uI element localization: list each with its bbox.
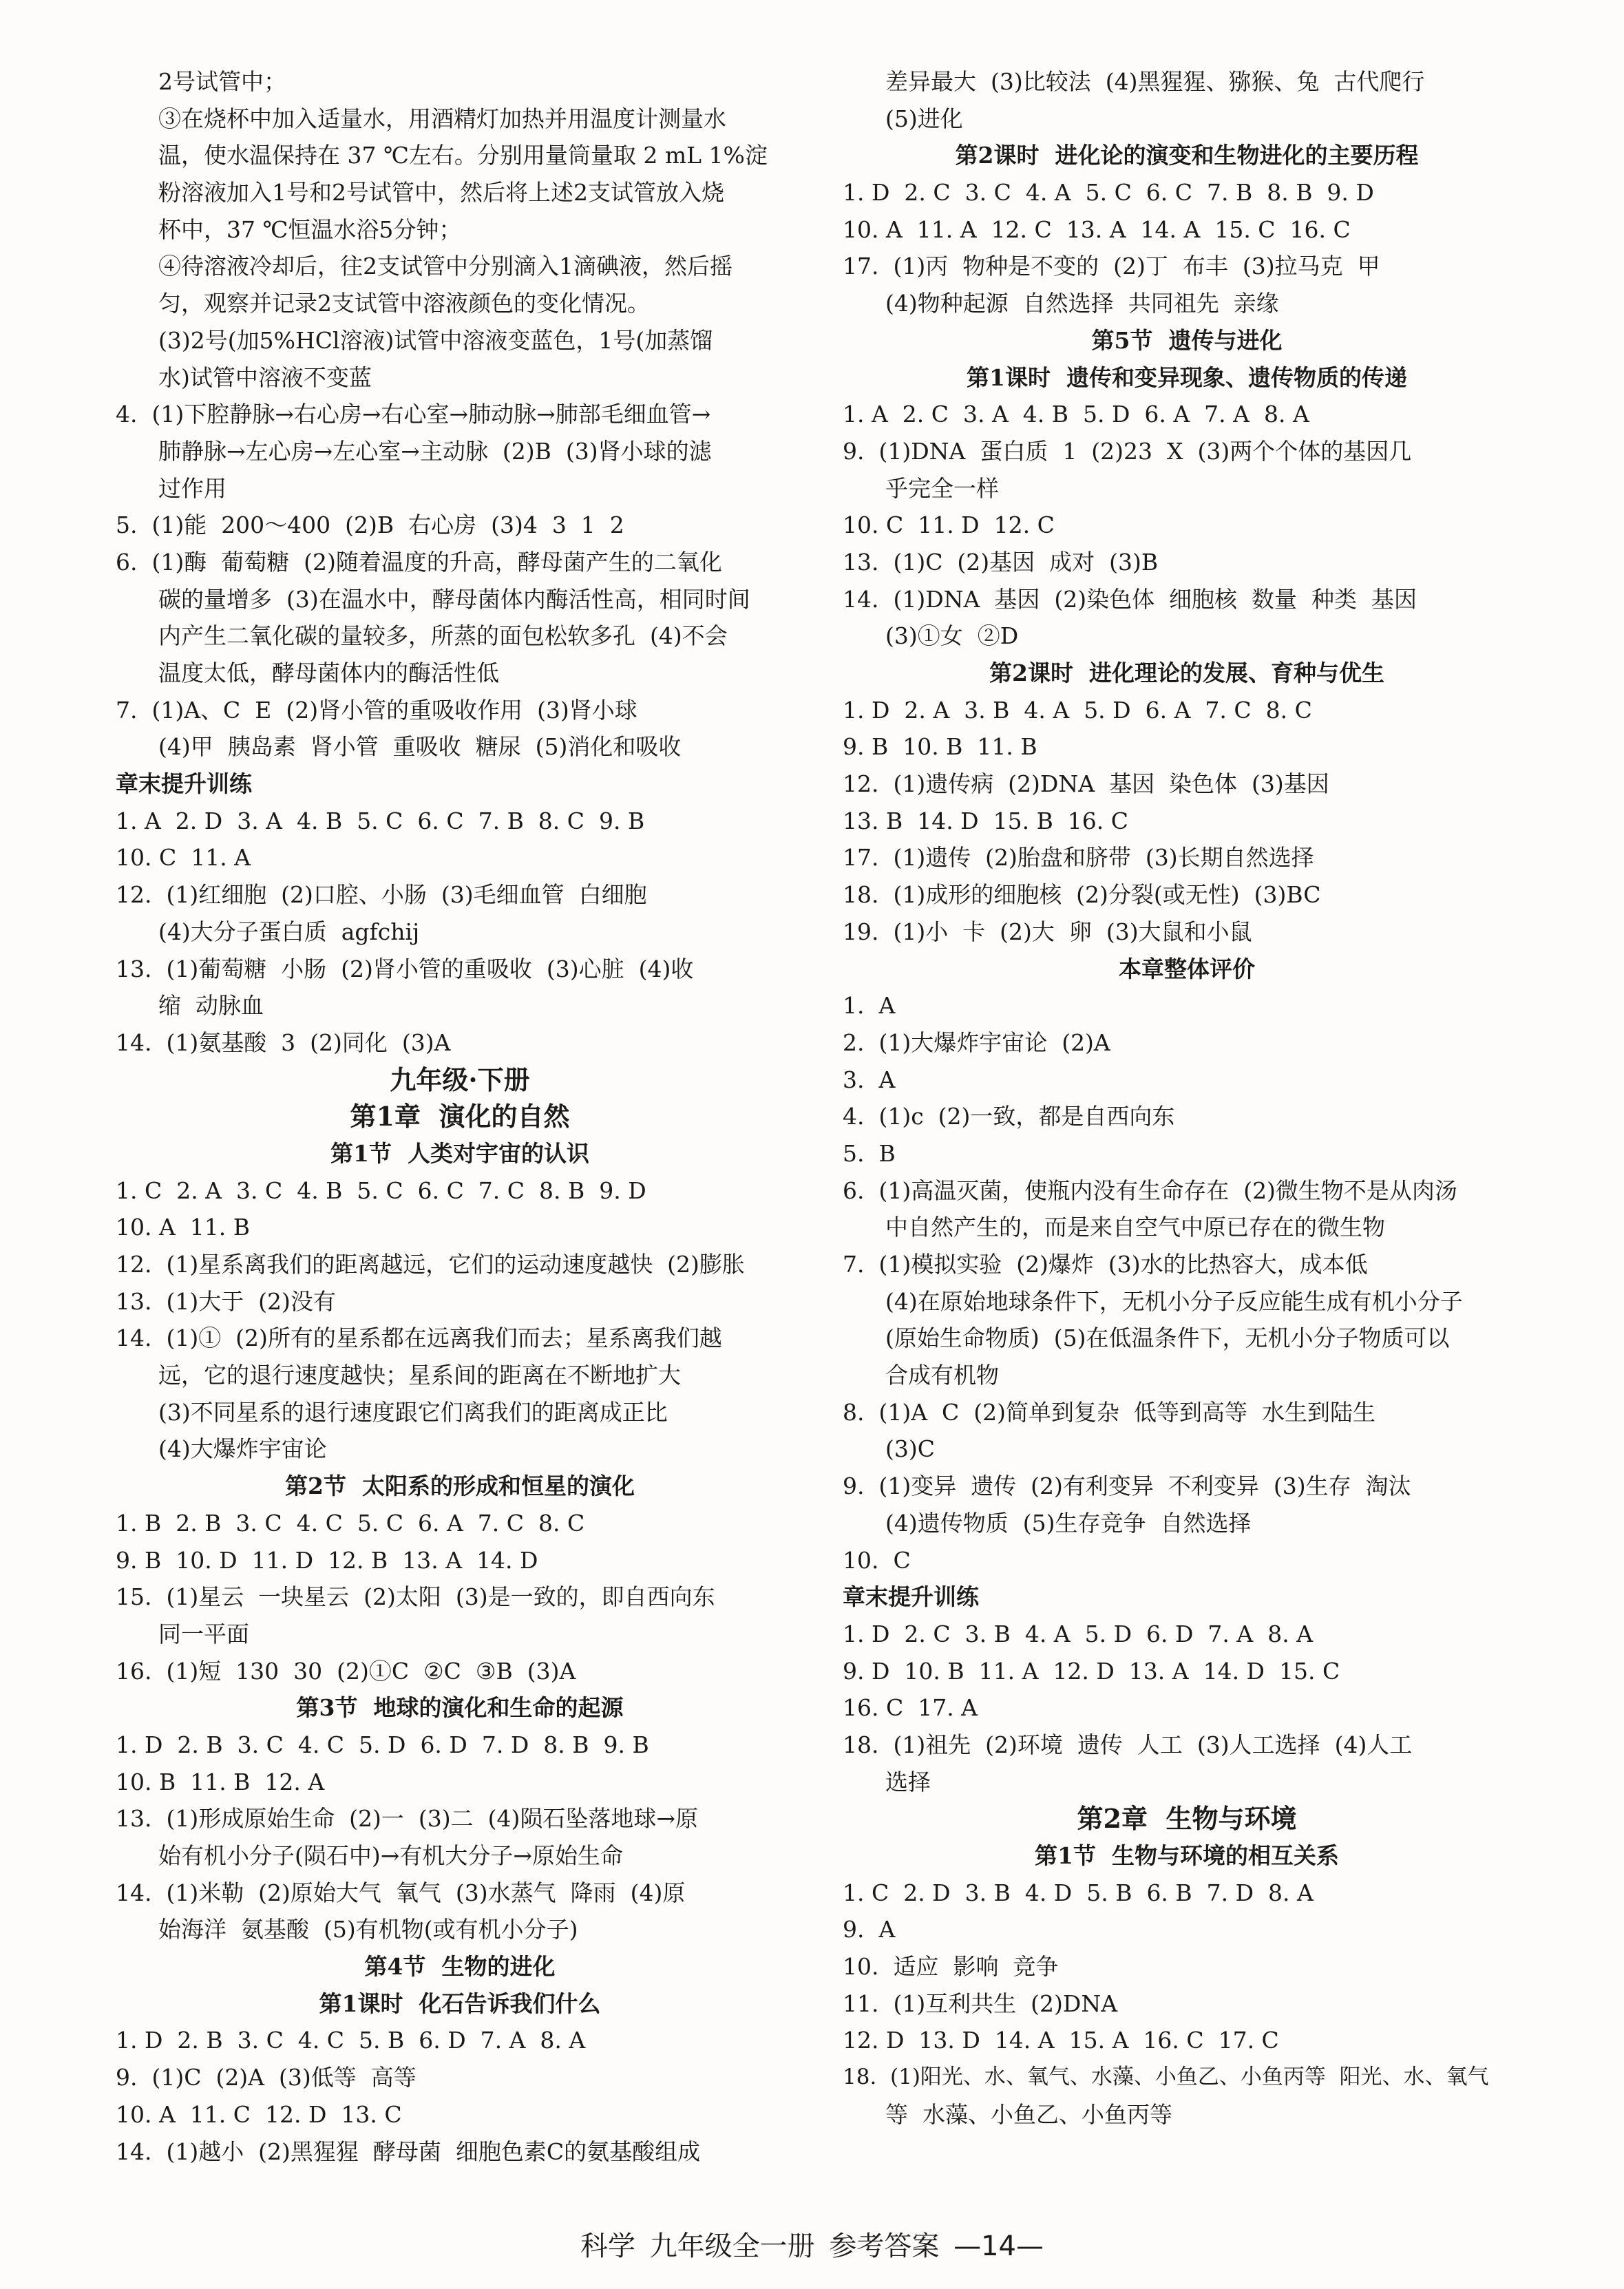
left-line: (3)2号(加5%HCl溶液)试管中溶液变蓝色，1号(加蒸馏 <box>158 326 713 354</box>
left-line: 13. (1)形成原始生命 (2)一 (3)二 (4)陨石坠落地球→原 <box>116 1805 699 1833</box>
right-line: 18. (1)祖先 (2)环境 遗传 人工 (3)人工选择 (4)人工 <box>843 1731 1413 1758</box>
left-line: 9. (1)C (2)A (3)低等 高等 <box>116 2064 416 2091</box>
right-line: 1. A 2. C 3. A 4. B 5. D 6. A 7. A 8. A <box>843 401 1309 428</box>
left-line: 4. (1)下腔静脉→右心房→右心室→肺动脉→肺部毛细血管→ <box>116 401 711 428</box>
left-line: 16. (1)短 130 30 (2)①C ②C ③B (3)A <box>116 1657 576 1685</box>
left-line: 14. (1)氨基酸 3 (2)同化 (3)A <box>116 1029 451 1056</box>
right-line: 13. B 14. D 15. B 16. C <box>843 807 1129 834</box>
left-line: 水)试管中溶液不变蓝 <box>158 363 372 391</box>
right-line: 第2章 生物与环境 <box>1077 1803 1297 1835</box>
left-line: 5. (1)能 200～400 (2)B 右心房 (3)4 3 1 2 <box>116 511 624 539</box>
left-line: 第1章 演化的自然 <box>350 1101 570 1132</box>
right-line: 差异最大 (3)比较法 (4)黑猩猩、猕猴、兔 古代爬行 <box>885 68 1425 95</box>
right-line: 8. (1)A C (2)简单到复杂 低等到高等 水生到陆生 <box>843 1398 1375 1426</box>
left-line: 始海洋 氨基酸 (5)有机物(或有机小分子) <box>158 1916 578 1943</box>
left-line: 第3节 地球的演化和生命的起源 <box>296 1694 624 1722</box>
right-line: 12. D 13. D 14. A 15. A 16. C 17. C <box>843 2027 1279 2054</box>
left-line: 15. (1)星云 一块星云 (2)太阳 (3)是一致的，即自西向东 <box>116 1583 715 1611</box>
left-line: 内产生二氧化碳的量较多，所蒸的面包松软多孔 (4)不会 <box>158 622 728 650</box>
right-line: 1. A <box>843 992 896 1020</box>
left-line: 温度太低，酵母菌体内的酶活性低 <box>158 660 499 686</box>
right-line: 19. (1)小 卡 (2)大 卵 (3)大鼠和小鼠 <box>843 918 1252 945</box>
right-line: (5)进化 <box>885 105 963 132</box>
left-line: 远，它的退行速度越快；星系间的距离在不断地扩大 <box>158 1362 681 1389</box>
left-line: 缩 动脉血 <box>158 992 264 1020</box>
left-line: 10. A 11. B <box>116 1214 251 1241</box>
left-line: 匀，观察并记录2支试管中溶液颜色的变化情况。 <box>158 290 650 317</box>
page-footer: 科学 九年级全一册 参考答案 —14— <box>580 2230 1044 2262</box>
left-line: 13. (1)葡萄糖 小肠 (2)肾小管的重吸收 (3)心脏 (4)收 <box>116 955 694 982</box>
left-line: 10. C 11. A <box>116 844 251 872</box>
left-line: 13. (1)大于 (2)没有 <box>116 1287 336 1315</box>
left-line: 2号试管中； <box>158 68 286 95</box>
left-line: 碳的量增多 (3)在温水中，酵母菌体内酶活性高，相同时间 <box>158 585 750 613</box>
right-line: 1. D 2. C 3. B 4. A 5. D 6. D 7. A 8. A <box>843 1620 1314 1647</box>
right-line: (3)①女 ②D <box>885 622 1019 650</box>
right-line: 9. (1)变异 遗传 (2)有利变异 不利变异 (3)生存 淘汰 <box>843 1473 1411 1500</box>
left-line: (3)不同星系的退行速度跟它们离我们的距离成正比 <box>158 1398 668 1426</box>
right-line: (4)在原始地球条件下，无机小分子反应能生成有机小分子 <box>885 1287 1463 1315</box>
left-line: 1. B 2. B 3. C 4. C 5. C 6. A 7. C 8. C <box>116 1509 585 1537</box>
left-line: 14. (1)米勒 (2)原始大气 氧气 (3)水蒸气 降雨 (4)原 <box>116 1879 686 1906</box>
left-line: 10. B 11. B 12. A <box>116 1768 325 1795</box>
right-line: 18. (1)阳光、水、氧气、水藻、小鱼乙、小鱼丙等 阳光、水、氧气 <box>843 2065 1489 2090</box>
left-line: (4)大分子蛋白质 agfchij <box>158 918 420 945</box>
right-line: 中自然产生的，而是来自空气中原已存在的微生物 <box>885 1214 1385 1241</box>
right-line: 17. (1)遗传 (2)胎盘和脐带 (3)长期自然选择 <box>843 844 1314 872</box>
left-line: 1. D 2. B 3. C 4. C 5. B 6. D 7. A 8. A <box>116 2027 586 2054</box>
left-line: 10. A 11. C 12. D 13. C <box>116 2100 402 2128</box>
left-line: 7. (1)A、C E (2)肾小管的重吸收作用 (3)肾小球 <box>116 696 637 724</box>
right-line: 3. A <box>843 1066 896 1093</box>
right-line: 10. 适应 影响 竞争 <box>843 1953 1059 1981</box>
right-line: 6. (1)高温灭菌，使瓶内没有生命存在 (2)微生物不是从肉汤 <box>843 1177 1457 1204</box>
left-line: 1. C 2. A 3. C 4. B 5. C 6. C 7. C 8. B 9. D <box>116 1177 646 1204</box>
right-line: 9. B 10. B 11. B <box>843 733 1037 761</box>
left-line: 同一平面 <box>158 1620 249 1647</box>
left-line: 粉溶液加入1号和2号试管中，然后将上述2支试管放入烧 <box>158 179 724 207</box>
right-line: (原始生命物质) (5)在低温条件下，无机小分子物质可以 <box>885 1325 1450 1352</box>
right-line: 第2课时 进化论的演变和生物进化的主要历程 <box>955 142 1419 169</box>
left-line: 第1课时 化石告诉我们什么 <box>319 1990 601 2017</box>
left-line: 杯中，37 ℃恒温水浴5分钟； <box>158 215 462 243</box>
right-line: 17. (1)丙 物种是不变的 (2)丁 布丰 (3)拉马克 甲 <box>843 253 1380 280</box>
right-line: (3)C <box>885 1435 935 1463</box>
left-line: 14. (1)越小 (2)黑猩猩 酵母菌 细胞色素C的氨基酸组成 <box>116 2138 701 2165</box>
right-column <box>843 63 1531 2133</box>
left-line: (4)大爆炸宇宙论 <box>158 1435 327 1463</box>
right-line: 等 水藻、小鱼乙、小鱼丙等 <box>885 2100 1172 2128</box>
right-line: 18. (1)成形的细胞核 (2)分裂(或无性) (3)BC <box>843 881 1321 909</box>
left-line: 温，使水温保持在 37 ℃左右。分别用量筒量取 2 mL 1%淀 <box>158 142 768 169</box>
right-line: 10. C <box>843 1546 911 1574</box>
right-line: 5. B <box>843 1139 896 1167</box>
left-line: 第2节 太阳系的形成和恒星的演化 <box>285 1473 635 1500</box>
right-line: (4)遗传物质 (5)生存竞争 自然选择 <box>885 1509 1252 1537</box>
left-line: 九年级·下册 <box>390 1064 530 1095</box>
right-line: 选择 <box>885 1768 931 1795</box>
left-line: 14. (1)① (2)所有的星系都在远离我们而去；星系离我们越 <box>116 1325 722 1352</box>
left-line: 第1节 人类对宇宙的认识 <box>330 1139 589 1167</box>
right-line: (4)物种起源 自然选择 共同祖先 亲缘 <box>885 290 1279 317</box>
left-line: 1. D 2. B 3. C 4. C 5. D 6. D 7. D 8. B 9. B <box>116 1731 649 1758</box>
right-line: 本章整体评价 <box>1119 955 1255 982</box>
right-line: 14. (1)DNA 基因 (2)染色体 细胞核 数量 种类 基因 <box>843 585 1417 613</box>
left-line: 6. (1)酶 葡萄糖 (2)随着温度的升高，酵母菌产生的二氧化 <box>116 548 722 576</box>
right-line: 9. A <box>843 1916 896 1943</box>
right-line: 4. (1)c (2)一致，都是自西向东 <box>843 1103 1175 1130</box>
right-line: 11. (1)互利共生 (2)DNA <box>843 1990 1118 2017</box>
right-line: 10. C 11. D 12. C <box>843 511 1055 539</box>
left-line: ④待溶液冷却后，往2支试管中分别滴入1滴碘液，然后摇 <box>158 253 732 280</box>
right-line: 9. (1)DNA 蛋白质 1 (2)23 X (3)两个个体的基因几 <box>843 437 1412 465</box>
left-line: 始有机小分子(陨石中)→有机大分子→原始生命 <box>158 1842 624 1869</box>
left-line: ③在烧杯中加入适量水，用酒精灯加热并用温度计测量水 <box>158 105 726 132</box>
right-line: 第1课时 遗传和变异现象、遗传物质的传递 <box>967 363 1407 391</box>
left-line: 第4节 生物的进化 <box>364 1953 556 1981</box>
right-line: 16. C 17. A <box>843 1694 978 1722</box>
right-line: 乎完全一样 <box>885 474 999 502</box>
right-line: 12. (1)遗传病 (2)DNA 基因 染色体 (3)基因 <box>843 770 1329 798</box>
left-line: 过作用 <box>158 474 226 502</box>
right-line: 1. D 2. A 3. B 4. A 5. D 6. A 7. C 8. C <box>843 696 1312 724</box>
right-line: 13. (1)C (2)基因 成对 (3)B <box>843 548 1159 576</box>
right-line: 第5节 遗传与进化 <box>1091 326 1283 354</box>
left-line: 9. B 10. D 11. D 12. B 13. A 14. D <box>116 1546 538 1574</box>
right-line: 合成有机物 <box>885 1362 999 1389</box>
right-line: 9. D 10. B 11. A 12. D 13. A 14. D 15. C <box>843 1657 1340 1685</box>
right-line: 第1节 生物与环境的相互关系 <box>1035 1842 1339 1869</box>
right-line: 1. C 2. D 3. B 4. D 5. B 6. B 7. D 8. A <box>843 1879 1314 1906</box>
left-line: 12. (1)星系离我们的距离越远，它们的运动速度越快 (2)膨胀 <box>116 1251 745 1278</box>
left-line: (4)甲 胰岛素 肾小管 重吸收 糖尿 (5)消化和吸收 <box>158 733 682 761</box>
left-line: 1. A 2. D 3. A 4. B 5. C 6. C 7. B 8. C 9. B <box>116 807 645 834</box>
left-column <box>116 63 804 2170</box>
right-line: 1. D 2. C 3. C 4. A 5. C 6. C 7. B 8. B 9. D <box>843 179 1374 207</box>
right-line: 章末提升训练 <box>843 1583 979 1611</box>
right-line: 2. (1)大爆炸宇宙论 (2)A <box>843 1029 1110 1056</box>
left-line: 章末提升训练 <box>116 770 252 798</box>
left-line: 肺静脉→左心房→左心室→主动脉 (2)B (3)肾小球的滤 <box>158 437 712 465</box>
right-line: 10. A 11. A 12. C 13. A 14. A 15. C 16. C <box>843 215 1351 243</box>
left-line: 12. (1)红细胞 (2)口腔、小肠 (3)毛细血管 白细胞 <box>116 881 647 909</box>
right-line: 第2课时 进化理论的发展、育种与优生 <box>989 660 1384 686</box>
right-line: 7. (1)模拟实验 (2)爆炸 (3)水的比热容大，成本低 <box>843 1251 1368 1278</box>
